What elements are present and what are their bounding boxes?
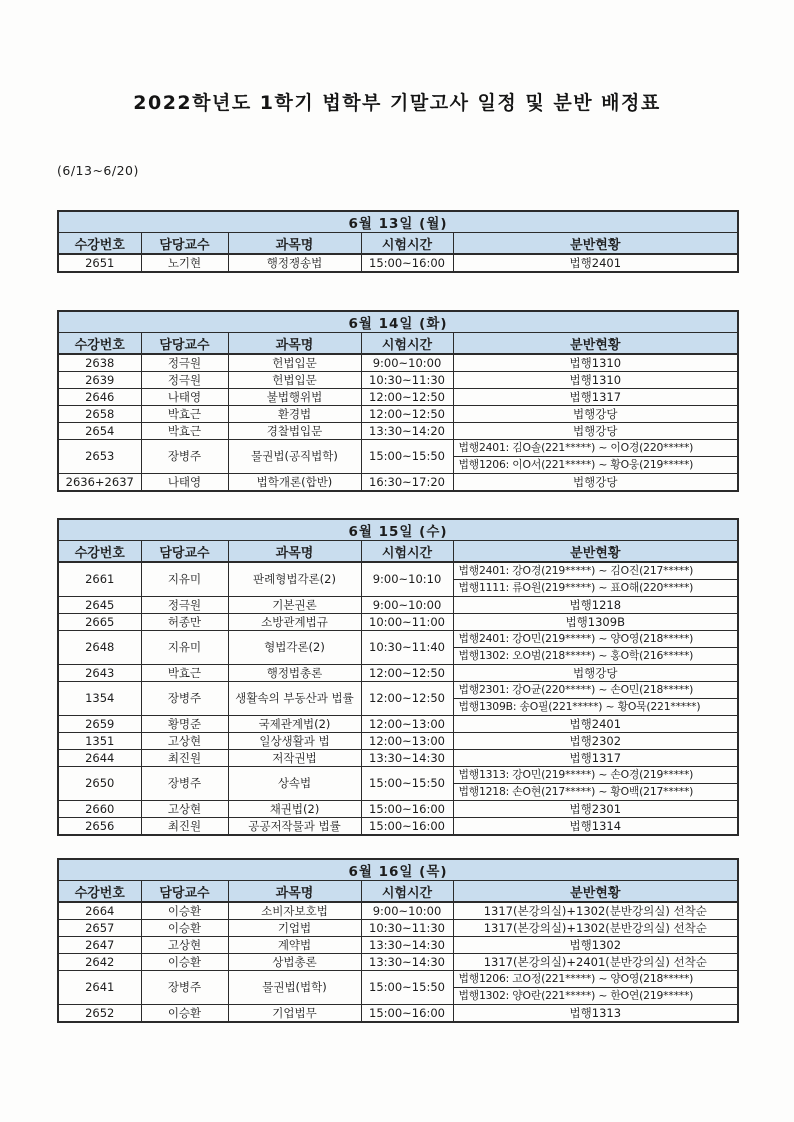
- table-row: [58, 954, 738, 971]
- table-row: [58, 440, 738, 457]
- subject-cell: 환경법: [228, 406, 361, 423]
- assignment-cell: 법행2401: 강O경(219*****) ~ 김O진(217*****): [453, 562, 738, 580]
- assignment-cell: 법행강당: [453, 474, 738, 492]
- table-row: [58, 971, 738, 988]
- subject-cell: 채권법(2): [228, 801, 361, 818]
- professor-cell: 박효근: [141, 665, 228, 682]
- exam-time-cell: 10:00~11:00: [361, 614, 453, 631]
- exam-time-cell: 12:00~13:00: [361, 733, 453, 750]
- assignment-cell: 법행1218: 손O현(217*****) ~ 황O백(217*****): [453, 784, 738, 801]
- assignment-cell: 법행1309B: 송O필(221*****) ~ 황O묵(221*****): [453, 699, 738, 716]
- subject-cell: 상속법: [228, 767, 361, 801]
- day-title-row: [58, 519, 738, 541]
- column-header: 시험시간: [361, 541, 453, 563]
- column-header: 담당교수: [141, 881, 228, 903]
- professor-cell: 황명준: [141, 716, 228, 733]
- subject-cell: 기본권론: [228, 597, 361, 614]
- exam-time-cell: 15:00~16:00: [361, 818, 453, 836]
- assignment-cell: 법행2301: [453, 801, 738, 818]
- table-row: [58, 801, 738, 818]
- column-header: 시험시간: [361, 881, 453, 903]
- assignment-cell: 1317(본강의실)+2401(분반강의실) 선착순: [453, 954, 738, 971]
- exam-time-cell: 13:30~14:30: [361, 750, 453, 767]
- assignment-cell: 법행1314: [453, 818, 738, 836]
- column-header: 분반현황: [453, 881, 738, 903]
- column-header: 시험시간: [361, 333, 453, 355]
- professor-cell: 고상현: [141, 801, 228, 818]
- course-no-cell: 2639: [58, 372, 141, 389]
- exam-time-cell: 15:00~15:50: [361, 971, 453, 1005]
- table-row: [58, 372, 738, 389]
- course-no-cell: 2650: [58, 767, 141, 801]
- subject-cell: 저작권법: [228, 750, 361, 767]
- subject-cell: 행정쟁송법: [228, 254, 361, 272]
- professor-cell: 이승환: [141, 954, 228, 971]
- table-row: [58, 406, 738, 423]
- subject-cell: 법학개론(합반): [228, 474, 361, 492]
- assignment-cell: 법행1302: [453, 937, 738, 954]
- exam-time-cell: 9:00~10:00: [361, 902, 453, 920]
- subject-cell: 소비자보호법: [228, 902, 361, 920]
- subject-cell: 상법총론: [228, 954, 361, 971]
- exam-time-cell: 15:00~16:00: [361, 1005, 453, 1023]
- subject-cell: 일상생활과 법: [228, 733, 361, 750]
- table-row: [58, 631, 738, 648]
- column-header: 수강번호: [58, 333, 141, 355]
- column-header: 분반현황: [453, 233, 738, 255]
- column-header: 과목명: [228, 881, 361, 903]
- course-no-cell: 2659: [58, 716, 141, 733]
- assignment-cell: 법행2401: [453, 254, 738, 272]
- course-no-cell: 2644: [58, 750, 141, 767]
- professor-cell: 정극원: [141, 372, 228, 389]
- table-row: [58, 750, 738, 767]
- exam-time-cell: 9:00~10:00: [361, 354, 453, 372]
- professor-cell: 지유미: [141, 631, 228, 665]
- assignment-cell: 법행강당: [453, 423, 738, 440]
- assignment-cell: 법행2302: [453, 733, 738, 750]
- day-title: 6월 14일 (화): [58, 311, 738, 333]
- table-row: [58, 902, 738, 920]
- day-title: 6월 15일 (수): [58, 519, 738, 541]
- assignment-cell: 법행1317: [453, 750, 738, 767]
- professor-cell: 최진원: [141, 750, 228, 767]
- course-no-cell: 2642: [58, 954, 141, 971]
- column-header: 시험시간: [361, 233, 453, 255]
- assignment-cell: 1317(본강의실)+1302(분반강의실) 선착순: [453, 902, 738, 920]
- exam-time-cell: 15:00~16:00: [361, 254, 453, 272]
- course-no-cell: 2643: [58, 665, 141, 682]
- course-no-cell: 2660: [58, 801, 141, 818]
- column-header: 과목명: [228, 233, 361, 255]
- exam-time-cell: 13:30~14:30: [361, 954, 453, 971]
- exam-time-cell: 15:00~15:50: [361, 767, 453, 801]
- table-row: [58, 562, 738, 580]
- assignment-cell: 법행2401: 김O솔(221*****) ~ 이O경(220*****): [453, 440, 738, 457]
- exam-time-cell: 15:00~15:50: [361, 440, 453, 474]
- exam-time-cell: 13:30~14:20: [361, 423, 453, 440]
- exam-time-cell: 12:00~12:50: [361, 389, 453, 406]
- table-row: [58, 354, 738, 372]
- exam-time-cell: 9:00~10:10: [361, 562, 453, 597]
- table-row: [58, 733, 738, 750]
- subject-cell: 국제관계법(2): [228, 716, 361, 733]
- assignment-cell: 법행1302: 오O범(218*****) ~ 홍O학(216*****): [453, 648, 738, 665]
- professor-cell: 최진원: [141, 818, 228, 836]
- table-row: [58, 474, 738, 492]
- column-header: 수강번호: [58, 233, 141, 255]
- assignment-cell: 법행1317: [453, 389, 738, 406]
- assignment-cell: 법행1302: 양O란(221*****) ~ 한O연(219*****): [453, 988, 738, 1005]
- subject-cell: 판례형법각론(2): [228, 562, 361, 597]
- exam-time-cell: 10:30~11:40: [361, 631, 453, 665]
- assignment-cell: 법행강당: [453, 665, 738, 682]
- professor-cell: 장병주: [141, 440, 228, 474]
- subject-cell: 경찰법입문: [228, 423, 361, 440]
- assignment-cell: 법행1310: [453, 372, 738, 389]
- exam-time-cell: 15:00~16:00: [361, 801, 453, 818]
- course-no-cell: 2653: [58, 440, 141, 474]
- course-no-cell: 2646: [58, 389, 141, 406]
- course-no-cell: 2656: [58, 818, 141, 836]
- assignment-cell: 법행1310: [453, 354, 738, 372]
- course-no-cell: 2665: [58, 614, 141, 631]
- column-header-row: [58, 881, 738, 903]
- table-row: [58, 937, 738, 954]
- assignment-cell: 법행1309B: [453, 614, 738, 631]
- exam-time-cell: 10:30~11:30: [361, 920, 453, 937]
- column-header: 수강번호: [58, 881, 141, 903]
- assignment-cell: 법행1313: 강O민(219*****) ~ 손O경(219*****): [453, 767, 738, 784]
- course-no-cell: 2664: [58, 902, 141, 920]
- course-no-cell: 2641: [58, 971, 141, 1005]
- course-no-cell: 2648: [58, 631, 141, 665]
- assignment-cell: 법행1206: 이O서(221*****) ~ 황O웅(219*****): [453, 457, 738, 474]
- subject-cell: 물권법(법학): [228, 971, 361, 1005]
- professor-cell: 박효근: [141, 406, 228, 423]
- course-no-cell: 2647: [58, 937, 141, 954]
- date-range: (6/13~6/20): [57, 163, 139, 178]
- subject-cell: 공공저작물과 법률: [228, 818, 361, 836]
- table-row: [58, 1005, 738, 1023]
- professor-cell: 고상현: [141, 937, 228, 954]
- professor-cell: 장병주: [141, 682, 228, 716]
- assignment-cell: 법행1313: [453, 1005, 738, 1023]
- table-row: [58, 423, 738, 440]
- subject-cell: 기업법무: [228, 1005, 361, 1023]
- table-row: [58, 767, 738, 784]
- day-title-row: [58, 859, 738, 881]
- professor-cell: 지유미: [141, 562, 228, 597]
- course-no-cell: 1354: [58, 682, 141, 716]
- subject-cell: 소방관계법규: [228, 614, 361, 631]
- exam-time-cell: 12:00~12:50: [361, 665, 453, 682]
- day-title: 6월 16일 (목): [58, 859, 738, 881]
- assignment-cell: 법행2401: 강O민(219*****) ~ 양O영(218*****): [453, 631, 738, 648]
- professor-cell: 허종만: [141, 614, 228, 631]
- subject-cell: 기업법: [228, 920, 361, 937]
- assignment-cell: 법행2301: 강O균(220*****) ~ 손O민(218*****): [453, 682, 738, 699]
- subject-cell: 헌법입문: [228, 372, 361, 389]
- exam-time-cell: 12:00~13:00: [361, 716, 453, 733]
- table-row: [58, 389, 738, 406]
- assignment-cell: 법행강당: [453, 406, 738, 423]
- professor-cell: 이승환: [141, 920, 228, 937]
- course-no-cell: 2638: [58, 354, 141, 372]
- day-table: [57, 858, 739, 1023]
- exam-time-cell: 16:30~17:20: [361, 474, 453, 492]
- subject-cell: 계약법: [228, 937, 361, 954]
- course-no-cell: 2645: [58, 597, 141, 614]
- course-no-cell: 2636+2637: [58, 474, 141, 492]
- course-no-cell: 1351: [58, 733, 141, 750]
- subject-cell: 행정법총론: [228, 665, 361, 682]
- professor-cell: 장병주: [141, 971, 228, 1005]
- exam-time-cell: 12:00~12:50: [361, 406, 453, 423]
- day-title: 6월 13일 (월): [58, 211, 738, 233]
- column-header: 담당교수: [141, 333, 228, 355]
- professor-cell: 이승환: [141, 902, 228, 920]
- column-header: 분반현황: [453, 333, 738, 355]
- course-no-cell: 2658: [58, 406, 141, 423]
- exam-time-cell: 12:00~12:50: [361, 682, 453, 716]
- page-title: 2022학년도 1학기 법학부 기말고사 일정 및 분반 배정표: [133, 92, 661, 114]
- table-row: [58, 920, 738, 937]
- exam-time-cell: 9:00~10:00: [361, 597, 453, 614]
- course-no-cell: 2654: [58, 423, 141, 440]
- column-header: 과목명: [228, 541, 361, 563]
- subject-cell: 형법각론(2): [228, 631, 361, 665]
- professor-cell: 나태영: [141, 389, 228, 406]
- professor-cell: 나태영: [141, 474, 228, 492]
- table-row: [58, 665, 738, 682]
- subject-cell: 생활속의 부동산과 법률: [228, 682, 361, 716]
- exam-time-cell: 13:30~14:30: [361, 937, 453, 954]
- course-no-cell: 2651: [58, 254, 141, 272]
- subject-cell: 물권법(공직법학): [228, 440, 361, 474]
- professor-cell: 박효근: [141, 423, 228, 440]
- professor-cell: 정극원: [141, 354, 228, 372]
- day-title-row: [58, 311, 738, 333]
- day-table: [57, 518, 739, 836]
- assignment-cell: 법행2401: [453, 716, 738, 733]
- column-header: 수강번호: [58, 541, 141, 563]
- table-row: [58, 682, 738, 699]
- table-row: [58, 818, 738, 836]
- day-title-row: [58, 211, 738, 233]
- column-header: 분반현황: [453, 541, 738, 563]
- exam-time-cell: 10:30~11:30: [361, 372, 453, 389]
- day-table: [57, 210, 739, 273]
- table-row: [58, 614, 738, 631]
- table-row: [58, 254, 738, 272]
- course-no-cell: 2661: [58, 562, 141, 597]
- assignment-cell: 법행1111: 류O원(219*****) ~ 표O해(220*****): [453, 580, 738, 597]
- professor-cell: 이승환: [141, 1005, 228, 1023]
- course-no-cell: 2657: [58, 920, 141, 937]
- assignment-cell: 법행1218: [453, 597, 738, 614]
- subject-cell: 헌법입문: [228, 354, 361, 372]
- day-table: [57, 310, 739, 492]
- column-header: 담당교수: [141, 233, 228, 255]
- professor-cell: 고상현: [141, 733, 228, 750]
- professor-cell: 노기현: [141, 254, 228, 272]
- professor-cell: 장병주: [141, 767, 228, 801]
- subject-cell: 불법행위법: [228, 389, 361, 406]
- table-row: [58, 597, 738, 614]
- assignment-cell: 1317(본강의실)+1302(분반강의실) 선착순: [453, 920, 738, 937]
- column-header-row: [58, 333, 738, 355]
- column-header-row: [58, 233, 738, 255]
- course-no-cell: 2652: [58, 1005, 141, 1023]
- column-header: 과목명: [228, 333, 361, 355]
- assignment-cell: 법행1206: 고O정(221*****) ~ 양O영(218*****): [453, 971, 738, 988]
- table-row: [58, 716, 738, 733]
- column-header-row: [58, 541, 738, 563]
- column-header: 담당교수: [141, 541, 228, 563]
- professor-cell: 정극원: [141, 597, 228, 614]
